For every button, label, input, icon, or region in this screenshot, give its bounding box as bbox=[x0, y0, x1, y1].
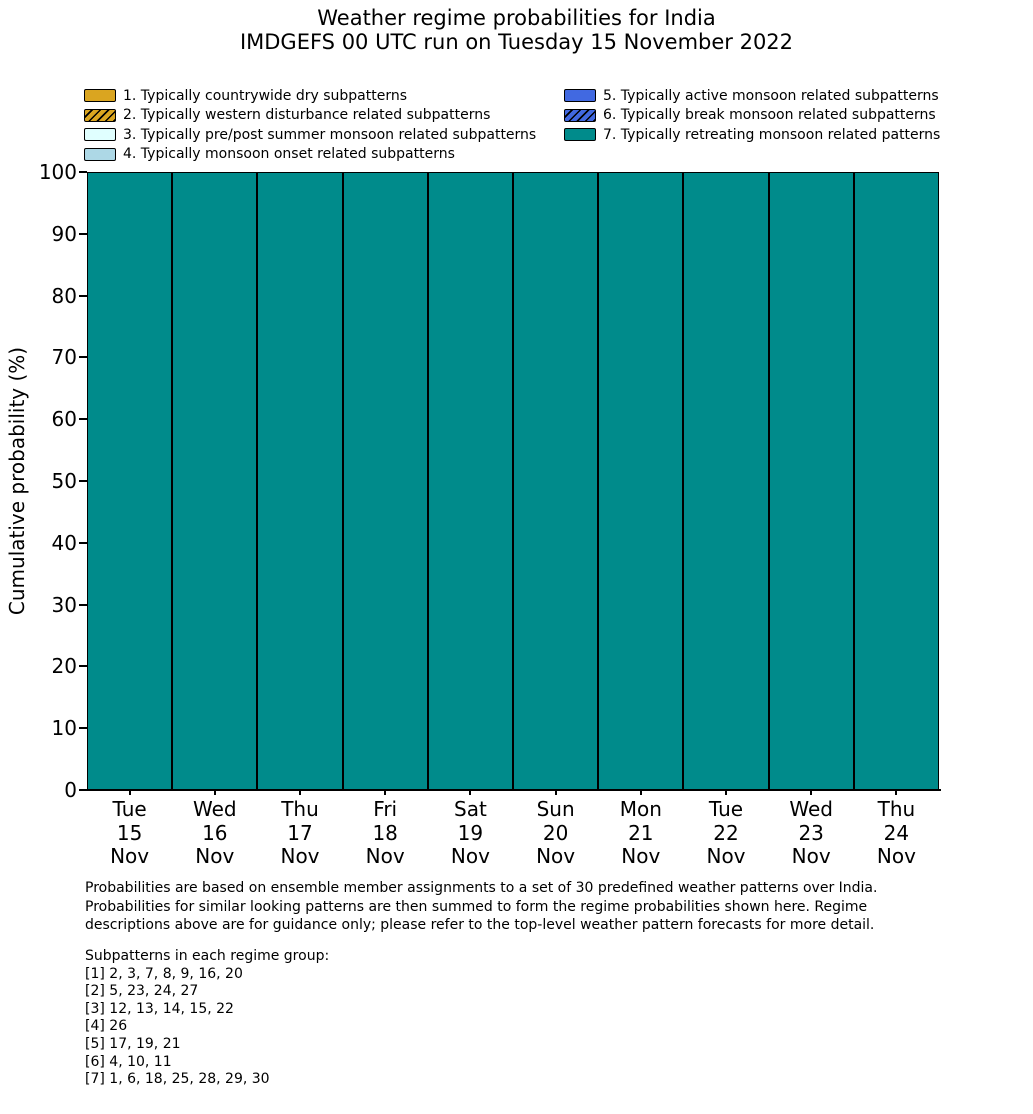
x-tick-label-line: Nov bbox=[110, 844, 150, 868]
legend-swatch-7 bbox=[564, 128, 596, 141]
plot-area bbox=[38, 160, 939, 868]
x-tick-label-line: 24 bbox=[883, 820, 910, 845]
x-tick-mark-3 bbox=[299, 790, 301, 795]
x-tick-label-line: Tue bbox=[112, 797, 147, 821]
x-tick-label-line: Sat bbox=[453, 797, 487, 821]
x-tick-mark-10 bbox=[895, 790, 897, 795]
x-tick-label-line: Nov bbox=[195, 844, 235, 868]
chart-title-line1: Weather regime probabilities for India bbox=[317, 6, 716, 30]
x-tick-label-line: 17 bbox=[287, 820, 313, 845]
bar-segment-regime7-day5 bbox=[428, 172, 513, 790]
x-tick-mark-8 bbox=[725, 790, 727, 795]
subpattern-group-1: [1] 2, 3, 7, 8, 9, 16, 20 bbox=[85, 965, 243, 982]
bar-segment-regime7-day8 bbox=[683, 172, 768, 790]
y-tick-label-80: 80 bbox=[51, 283, 77, 308]
bar-segment-regime7-day3 bbox=[257, 172, 342, 790]
subpattern-group-7: [7] 1, 6, 18, 25, 28, 29, 30 bbox=[85, 1071, 270, 1088]
legend-label-3: 3. Typically pre/post summer monsoon related subpatterns bbox=[123, 126, 537, 143]
x-tick-label-line: Nov bbox=[536, 844, 576, 868]
legend-label-7: 7. Typically retreating monsoon related patterns bbox=[603, 126, 941, 143]
x-tick-label-line: Tue bbox=[708, 797, 744, 821]
y-axis-label: Cumulative probability (%) bbox=[5, 346, 29, 616]
footnote-line-3: descriptions above are for guidance only; please refer to the top-level weather pattern forecasts for more detail. bbox=[85, 917, 875, 933]
legend-item-7 bbox=[564, 125, 940, 145]
x-tick-label-line: Nov bbox=[876, 844, 916, 868]
y-tick-label-70: 70 bbox=[51, 345, 77, 370]
footnote-line-2: Probabilities for similar looking patterns are then summed to form the regime probabilities shown here. Regime bbox=[85, 898, 868, 915]
x-tick-label-line: Mon bbox=[619, 797, 662, 821]
y-tick-mark-0 bbox=[79, 789, 87, 791]
subpattern-group-6: [6] 4, 10, 11 bbox=[85, 1053, 172, 1070]
bar-segment-regime7-day4 bbox=[343, 172, 428, 790]
y-tick-label-40: 40 bbox=[51, 530, 77, 555]
bar-column-8 bbox=[683, 172, 768, 790]
legend-label-5: 5. Typically active monsoon related subpatterns bbox=[603, 87, 939, 104]
y-tick-mark-60 bbox=[79, 418, 87, 420]
x-tick-label-1 bbox=[110, 798, 149, 869]
bar-segment-regime7-day2 bbox=[172, 172, 257, 790]
x-tick-label-line: 19 bbox=[457, 820, 484, 845]
bar-column-6 bbox=[513, 172, 598, 790]
x-tick-label-line: Nov bbox=[365, 844, 405, 868]
legend-item-6 bbox=[564, 106, 940, 126]
x-tick-label-line: 21 bbox=[628, 820, 654, 845]
subpattern-group-5: [5] 17, 19, 21 bbox=[85, 1035, 181, 1052]
x-tick-label-line: Nov bbox=[280, 844, 320, 868]
bar-segment-regime7-day6 bbox=[513, 172, 598, 790]
legend-label-6: 6. Typically break monsoon related subpatterns bbox=[603, 107, 936, 124]
subpattern-group-3: [3] 12, 13, 14, 15, 22 bbox=[85, 1000, 234, 1017]
bar-column-7 bbox=[598, 172, 683, 790]
y-tick-mark-80 bbox=[79, 295, 87, 297]
subpattern-header: Subpatterns in each regime group: bbox=[85, 948, 330, 964]
legend-label-2: 2. Typically western disturbance related subpatterns bbox=[123, 107, 491, 124]
legend-swatch-5 bbox=[564, 89, 596, 102]
y-tick-mark-70 bbox=[79, 356, 87, 358]
x-tick-label-line: Thu bbox=[877, 797, 916, 821]
bar-column-3 bbox=[257, 172, 342, 790]
y-tick-label-20: 20 bbox=[51, 654, 77, 679]
x-tick-label-line: Nov bbox=[706, 844, 746, 868]
legend-swatch-2 bbox=[84, 109, 116, 122]
y-tick-mark-50 bbox=[79, 480, 87, 482]
x-tick-mark-5 bbox=[469, 790, 471, 795]
subpattern-list bbox=[85, 948, 329, 1089]
x-tick-label-line: Nov bbox=[450, 844, 490, 868]
bar-column-10 bbox=[854, 172, 939, 790]
y-tick-mark-40 bbox=[79, 542, 87, 544]
x-tick-label-line: Fri bbox=[373, 797, 398, 821]
x-tick-label-line: 18 bbox=[372, 820, 398, 845]
bar-column-2 bbox=[172, 172, 257, 790]
bar-segment-regime7-day9 bbox=[769, 172, 854, 790]
x-tick-mark-7 bbox=[640, 790, 642, 795]
bar-segment-regime7-day7 bbox=[598, 172, 683, 790]
x-tick-label-4 bbox=[366, 798, 405, 869]
x-tick-label-9 bbox=[789, 798, 833, 869]
x-tick-label-line: 16 bbox=[202, 820, 228, 845]
x-tick-label-6 bbox=[536, 798, 575, 869]
x-tick-label-line: Wed bbox=[192, 797, 237, 821]
footnote-line-1: Probabilities are based on ensemble member assignments to a set of 30 predefined weather patterns over India. bbox=[85, 880, 878, 896]
legend-column-right bbox=[564, 86, 940, 145]
legend-column-left bbox=[84, 86, 536, 164]
legend-label-1: 1. Typically countrywide dry subpatterns bbox=[123, 87, 408, 104]
x-tick-label-line: 23 bbox=[798, 820, 824, 845]
x-tick-label-line: Nov bbox=[621, 844, 661, 868]
x-tick-mark-1 bbox=[129, 790, 131, 795]
y-tick-mark-90 bbox=[79, 233, 87, 235]
x-tick-label-8 bbox=[706, 798, 745, 869]
legend-swatch-3 bbox=[84, 128, 116, 141]
legend-item-5 bbox=[564, 86, 940, 106]
x-tick-label-line: 20 bbox=[542, 820, 569, 845]
bar-segment-regime7-day1 bbox=[87, 172, 172, 790]
legend-swatch-1 bbox=[84, 89, 116, 102]
x-tick-mark-9 bbox=[810, 790, 812, 795]
x-tick-label-10 bbox=[877, 798, 916, 869]
bar-column-5 bbox=[428, 172, 513, 790]
legend-item-3 bbox=[84, 125, 536, 145]
chart-title-line2: IMDGEFS 00 UTC run on Tuesday 15 November 2022 bbox=[239, 30, 794, 54]
legend-swatch-4 bbox=[84, 148, 116, 161]
y-tick-label-60: 60 bbox=[51, 407, 77, 432]
x-tick-label-line: 22 bbox=[713, 820, 739, 845]
x-tick-label-line: 15 bbox=[116, 820, 143, 845]
legend-label-4: 4. Typically monsoon onset related subpatterns bbox=[123, 146, 455, 163]
y-tick-label-30: 30 bbox=[51, 592, 77, 617]
y-tick-mark-30 bbox=[79, 604, 87, 606]
legend-swatch-6 bbox=[564, 109, 596, 122]
footnote bbox=[85, 879, 877, 935]
x-tick-mark-4 bbox=[384, 790, 386, 795]
y-tick-mark-10 bbox=[79, 727, 87, 729]
bar-column-4 bbox=[343, 172, 428, 790]
legend-item-4 bbox=[84, 145, 536, 165]
y-tick-label-0: 0 bbox=[64, 778, 77, 802]
x-tick-label-7 bbox=[620, 798, 662, 869]
legend-item-1 bbox=[84, 86, 536, 106]
x-tick-label-line: Sun bbox=[536, 797, 575, 821]
legend-item-2 bbox=[84, 106, 536, 126]
subpattern-group-4: [4] 26 bbox=[85, 1018, 128, 1035]
x-tick-label-line: Thu bbox=[281, 797, 319, 821]
y-tick-label-100: 100 bbox=[38, 160, 77, 184]
y-tick-label-50: 50 bbox=[51, 469, 77, 493]
subpattern-group-2: [2] 5, 23, 24, 27 bbox=[85, 983, 199, 1000]
x-tick-label-line: Wed bbox=[789, 797, 833, 821]
x-tick-label-5 bbox=[451, 798, 490, 869]
y-tick-label-90: 90 bbox=[51, 221, 77, 246]
x-tick-mark-2 bbox=[214, 790, 216, 795]
y-tick-label-10: 10 bbox=[51, 716, 77, 741]
chart-title bbox=[0, 6, 1033, 54]
bar-segment-regime7-day10 bbox=[854, 172, 939, 790]
y-tick-mark-100 bbox=[79, 171, 87, 173]
x-tick-label-3 bbox=[280, 798, 319, 869]
x-tick-label-line: Nov bbox=[791, 844, 831, 868]
x-tick-mark-6 bbox=[555, 790, 557, 795]
y-tick-mark-20 bbox=[79, 665, 87, 667]
bar-column-1 bbox=[87, 172, 172, 790]
bar-column-9 bbox=[769, 172, 854, 790]
x-tick-label-2 bbox=[193, 798, 237, 869]
